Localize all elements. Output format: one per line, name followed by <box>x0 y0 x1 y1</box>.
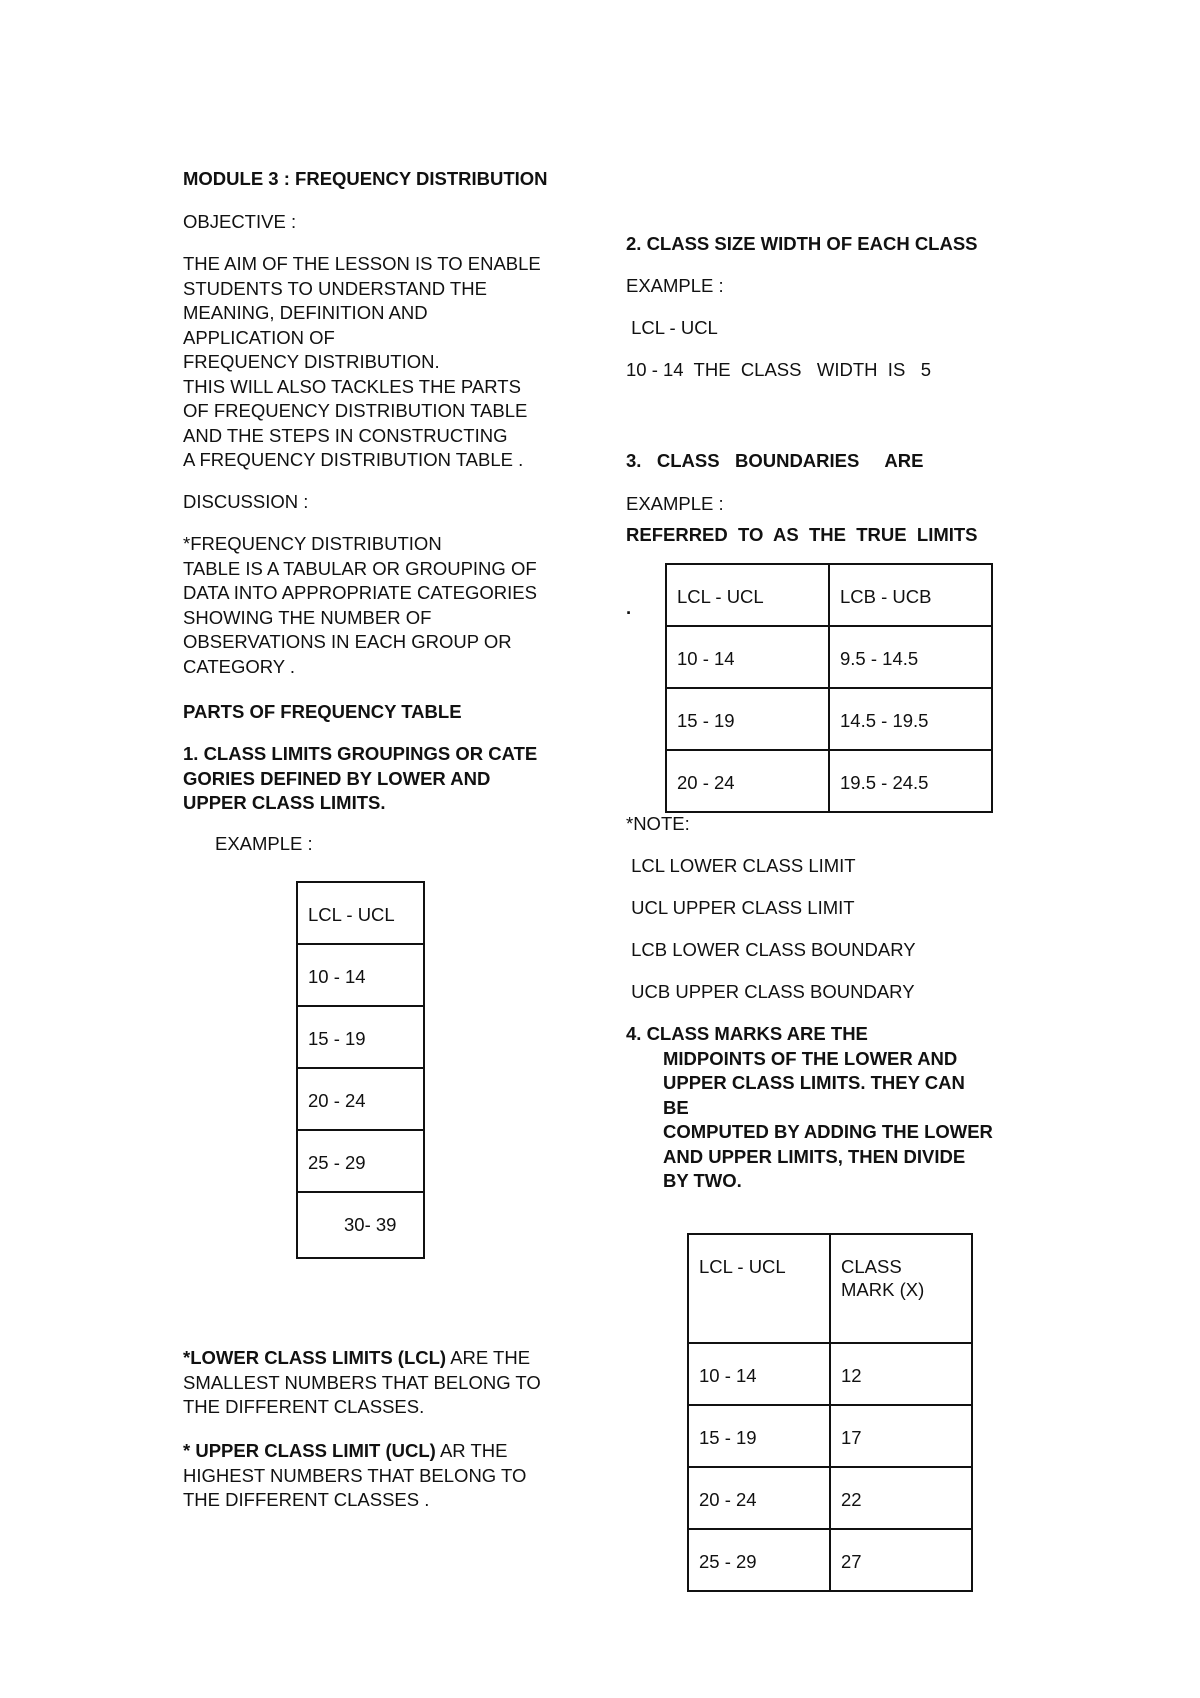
note-ucb: UCB UPPER CLASS BOUNDARY <box>626 981 915 1002</box>
item-1-line: GORIES DEFINED BY LOWER AND <box>183 767 491 789</box>
class-limits-table <box>296 881 425 1259</box>
ucl-note <box>183 1439 526 1513</box>
table-cell: 10 - 14 <box>297 944 424 1006</box>
definition-text <box>183 532 537 679</box>
ucl-note-rest: AR THE <box>435 1440 508 1461</box>
objective-line: STUDENTS TO UNDERSTAND THE <box>183 277 487 299</box>
definition-line: OBSERVATIONS IN EACH GROUP OR <box>183 631 512 652</box>
item-3-line: 3. CLASS BOUNDARIES ARE <box>626 450 924 471</box>
item-3-line: . <box>626 597 632 618</box>
table-header-cell: LCL - UCL <box>666 564 829 626</box>
parts-heading: PARTS OF FREQUENCY TABLE <box>183 701 462 722</box>
item-2-heading: 2. CLASS SIZE WIDTH OF EACH CLASS <box>626 233 978 254</box>
objective-line: APPLICATION OF <box>183 326 335 348</box>
lcl-note-line: SMALLEST NUMBERS THAT BELONG TO <box>183 1371 541 1393</box>
lcl-note-term: *LOWER CLASS LIMITS (LCL) <box>183 1347 447 1368</box>
ucl-note-line: THE DIFFERENT CLASSES . <box>183 1489 430 1510</box>
table-header-cell: LCB - UCB <box>829 564 992 626</box>
note-ucl: UCL UPPER CLASS LIMIT <box>626 897 855 918</box>
page-title: MODULE 3 : FREQUENCY DISTRIBUTION <box>183 168 548 189</box>
item-4-heading: 4. CLASS MARKS ARE THE <box>626 1023 868 1044</box>
table-cell: 22 <box>830 1467 972 1529</box>
objective-line: MEANING, DEFINITION AND <box>183 302 428 323</box>
item-4-text <box>663 1047 993 1194</box>
item-1-line: UPPER CLASS LIMITS. <box>183 792 386 813</box>
example-label: EXAMPLE : <box>215 833 313 854</box>
table-cell: 25 - 29 <box>297 1130 424 1192</box>
definition-line: SHOWING THE NUMBER OF <box>183 606 432 628</box>
objective-line: THIS WILL ALSO TACKLES THE PARTS <box>183 375 521 397</box>
table-cell: 30- 39 <box>297 1192 424 1258</box>
lcl-note <box>183 1346 541 1420</box>
table-cell: 20 - 24 <box>666 750 829 812</box>
table-cell: 15 - 19 <box>688 1405 830 1467</box>
example-2-label: EXAMPLE : <box>626 275 724 296</box>
class-boundaries-table <box>665 563 993 813</box>
table-cell: 12 <box>830 1343 972 1405</box>
item-1-line: 1. CLASS LIMITS GROUPINGS OR CATE <box>183 743 538 764</box>
item-1-text <box>183 742 537 816</box>
item-4-line: UPPER CLASS LIMITS. THEY CAN <box>663 1072 965 1093</box>
example-3-label: EXAMPLE : <box>626 493 724 514</box>
definition-line: TABLE IS A TABULAR OR GROUPING OF <box>183 557 537 579</box>
note-label: *NOTE: <box>626 813 690 834</box>
table-header-cell: LCL - UCL <box>688 1234 830 1343</box>
table-cell: 9.5 - 14.5 <box>829 626 992 688</box>
table-cell: 19.5 - 24.5 <box>829 750 992 812</box>
note-lcl: LCL LOWER CLASS LIMIT <box>626 855 856 876</box>
item-4-line: BE <box>663 1096 689 1118</box>
item-3-line: REFERRED TO AS THE TRUE LIMITS <box>626 523 978 545</box>
table-cell: 15 - 19 <box>666 688 829 750</box>
definition-line: DATA INTO APPROPRIATE CATEGORIES <box>183 582 537 603</box>
lcl-note-rest: ARE THE <box>446 1347 531 1368</box>
class-mark-header-line: MARK (X) <box>841 1279 925 1300</box>
table-cell: 10 - 14 <box>688 1343 830 1405</box>
table-cell: 17 <box>830 1405 972 1467</box>
objective-text <box>183 252 541 473</box>
table-cell: 10 - 14 <box>666 626 829 688</box>
objective-line: A FREQUENCY DISTRIBUTION TABLE . <box>183 449 524 470</box>
ucl-note-term: * UPPER CLASS LIMIT (UCL) <box>183 1440 436 1461</box>
item-4-line: COMPUTED BY ADDING THE LOWER <box>663 1121 993 1142</box>
objective-line: AND THE STEPS IN CONSTRUCTING <box>183 424 508 446</box>
table-header-cell: LCL - UCL <box>297 882 424 944</box>
table-cell: 14.5 - 19.5 <box>829 688 992 750</box>
discussion-label: DISCUSSION : <box>183 491 309 512</box>
table-cell: 20 - 24 <box>297 1068 424 1130</box>
item-4-line: AND UPPER LIMITS, THEN DIVIDE <box>663 1145 966 1167</box>
class-marks-table <box>687 1233 973 1592</box>
objective-line: FREQUENCY DISTRIBUTION. <box>183 351 440 372</box>
item-4-line: BY TWO. <box>663 1170 742 1191</box>
table-cell: 27 <box>830 1529 972 1591</box>
class-mark-header-line: CLASS <box>841 1256 902 1277</box>
objective-line: THE AIM OF THE LESSON IS TO ENABLE <box>183 253 541 274</box>
objective-label: OBJECTIVE : <box>183 211 297 232</box>
table-cell: 25 - 29 <box>688 1529 830 1591</box>
table-cell: 15 - 19 <box>297 1006 424 1068</box>
definition-line: CATEGORY . <box>183 655 296 677</box>
table-header-cell <box>830 1234 972 1343</box>
objective-line: OF FREQUENCY DISTRIBUTION TABLE <box>183 400 528 421</box>
table-cell: 20 - 24 <box>688 1467 830 1529</box>
item-4-line: MIDPOINTS OF THE LOWER AND <box>663 1047 958 1069</box>
lcl-note-line: THE DIFFERENT CLASSES. <box>183 1396 425 1417</box>
note-lcb: LCB LOWER CLASS BOUNDARY <box>626 939 916 960</box>
ucl-note-line: HIGHEST NUMBERS THAT BELONG TO <box>183 1464 527 1486</box>
definition-line: *FREQUENCY DISTRIBUTION <box>183 533 442 554</box>
example-2-line: 10 - 14 THE CLASS WIDTH IS 5 <box>626 359 931 380</box>
example-2-header: LCL - UCL <box>626 317 718 338</box>
